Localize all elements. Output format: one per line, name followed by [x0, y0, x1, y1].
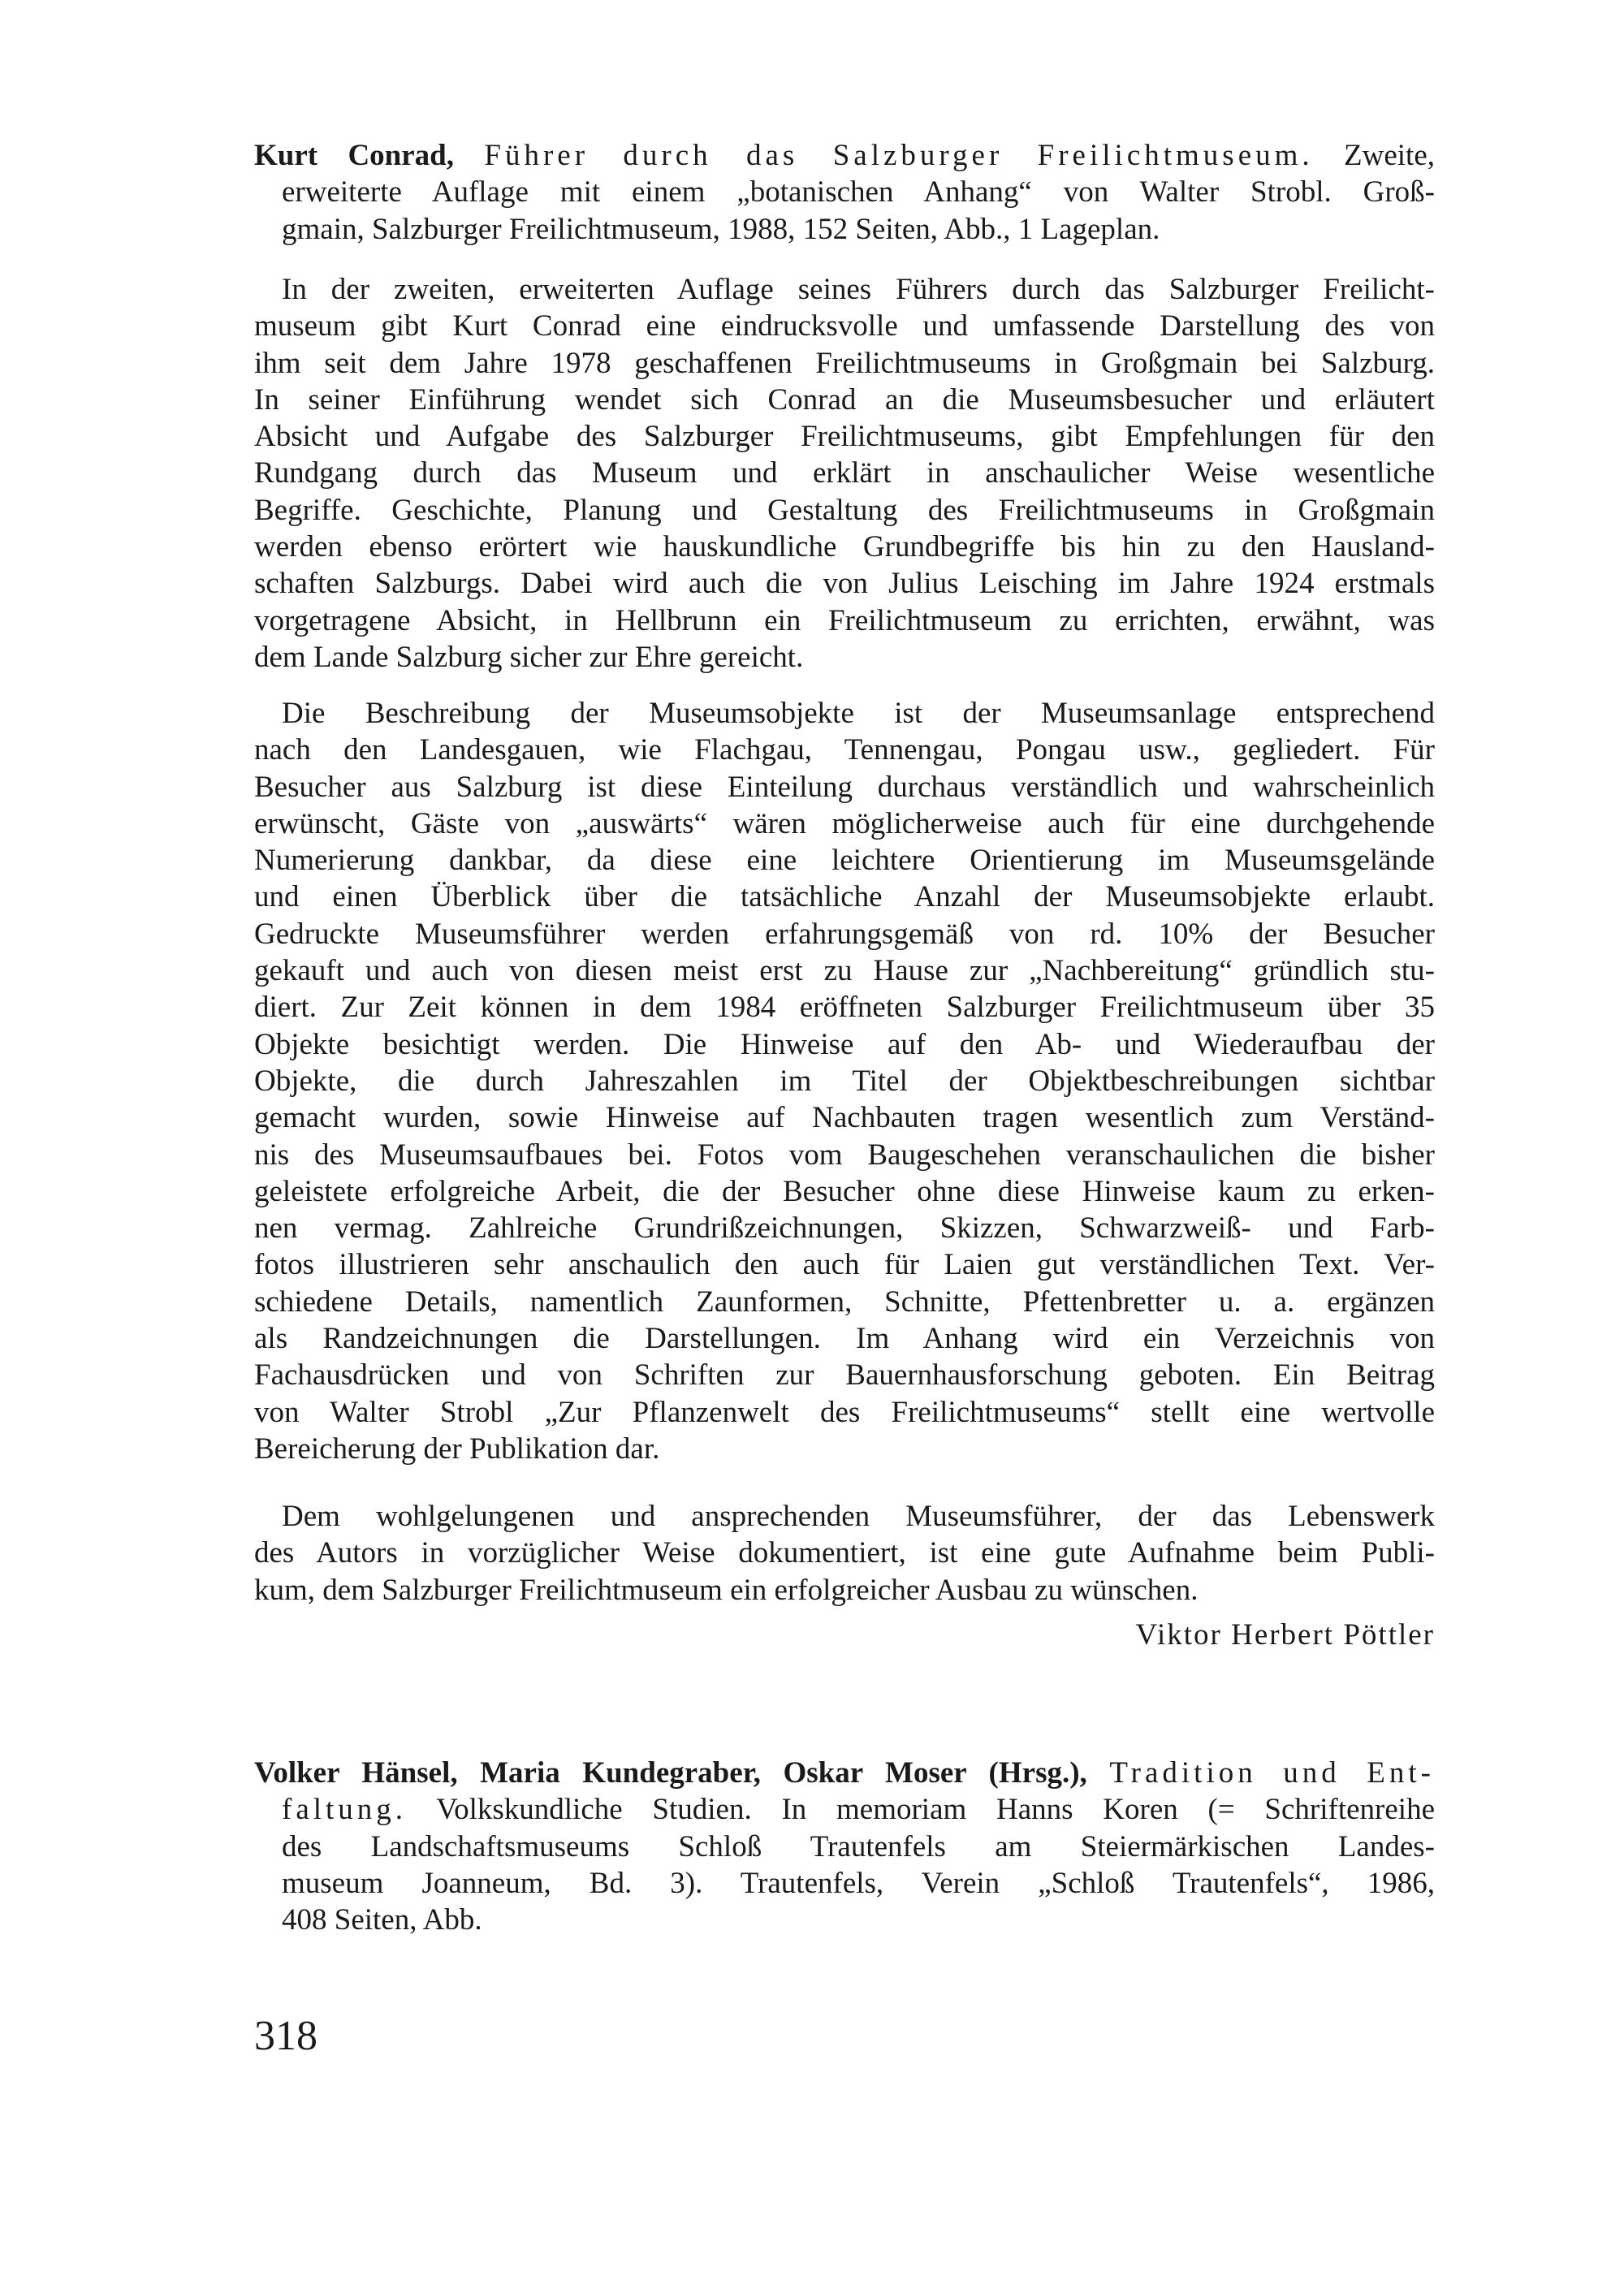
paragraph-line: Gedruckte Museumsführer werden erfahrungsgemäß von rd. 10% der Besucher [254, 917, 1435, 951]
paragraph-line: Bereicherung der Publikation dar. [254, 1432, 660, 1466]
paragraph-line: Die Beschreibung der Museumsobjekte ist der Museumsanlage entsprechend [282, 697, 1435, 730]
paragraph-line: In der zweiten, erweiterten Auflage seines Führers durch das Salzburger Freilicht- [282, 273, 1435, 306]
paragraph-line: von Walter Strobl „Zur Pflanzenwelt des Freilichtmuseums“ stellt eine wertvolle [254, 1395, 1435, 1429]
reviewer-name: Viktor Herbert Pöttler [1135, 1618, 1435, 1652]
citation-kurt-conrad [254, 137, 1435, 248]
paragraph-line: ihm seit dem Jahre 1978 geschaffenen Freilichtmuseums in Großgmain bei Salzburg. [254, 346, 1435, 380]
citation-text: Zweite, [1344, 139, 1436, 172]
citation-text: Volkskundliche Studien. In memoriam Hanns Koren (= Schriftenreihe [436, 1793, 1435, 1827]
citation-line [254, 137, 1435, 174]
citation-line: 408 Seiten, Abb. [282, 1903, 482, 1937]
paragraph-line: nach den Landesgauen, wie Flachgau, Tennengau, Pongau usw., gegliedert. Für [254, 733, 1435, 767]
citation-line [254, 1755, 1435, 1791]
citation-author: Kurt Conrad, [254, 139, 455, 172]
paragraph-line: nen vermag. Zahlreiche Grundrißzeichnungen, Skizzen, Schwarzweiß- und Farb- [254, 1211, 1435, 1246]
citation-title: Führer durch das Salzburger Freilichtmuseum. [484, 139, 1314, 172]
citation-line: erweiterte Auflage mit einem „botanischen Anhang“ von Walter Strobl. Groß- [282, 175, 1435, 209]
citation-title: Tradition und Ent- [1109, 1756, 1436, 1790]
paragraph-line: kum, dem Salzburger Freilichtmuseum ein erfolgreicher Ausbau zu wünschen. [254, 1573, 1199, 1607]
paragraph-line: nis des Museumsaufbaues bei. Fotos vom Baugeschehen veranschaulichen die bisher [254, 1138, 1435, 1172]
paragraph-line: diert. Zur Zeit können in dem 1984 eröffneten Salzburger Freilichtmuseum über 35 [254, 991, 1435, 1025]
review-paragraph-3 [254, 1498, 1435, 1609]
paragraph-line: und einen Überblick über die tatsächliche Anzahl der Museumsobjekte erlaubt. [254, 880, 1435, 914]
paragraph-line: vorgetragene Absicht, in Hellbrunn ein Freilichtmuseum zu errichten, erwähnt, was [254, 603, 1435, 637]
review-paragraph-1 [254, 271, 1435, 676]
paragraph-line: Objekte, die durch Jahreszahlen im Titel der Objektbeschreibungen sichtbar [254, 1064, 1435, 1098]
paragraph-line: Numerierung dankbar, da diese eine leichtere Orientierung im Museumsgelände [254, 844, 1435, 878]
citation-haensel-kundegraber-moser [254, 1755, 1435, 1938]
paragraph-line: geleistete erfolgreiche Arbeit, die der Besucher ohne diese Hinweise kaum zu erken- [254, 1174, 1435, 1208]
paragraph-line: Absicht und Aufgabe des Salzburger Freilichtmuseums, gibt Empfehlungen für den [254, 420, 1435, 454]
reviewer-signature [254, 1617, 1435, 1653]
paragraph-line: Dem wohlgelungenen und ansprechenden Museumsführer, der das Lebenswerk [282, 1500, 1435, 1533]
paragraph-line: Begriffe. Geschichte, Planung und Gestaltung des Freilichtmuseums in Großgmain [254, 493, 1435, 527]
paragraph-line: Besucher aus Salzburg ist diese Einteilung durchaus verständlich und wahrscheinlich [254, 770, 1435, 804]
paragraph-line: gemacht wurden, sowie Hinweise auf Nachbauten tragen wesentlich zum Verständ- [254, 1101, 1435, 1135]
paragraph-line: gekauft und auch von diesen meist erst zu Hause zur „Nachbereitung“ gründlich stu- [254, 954, 1435, 988]
paragraph-line: Fachausdrücken und von Schriften zur Bauernhausforschung geboten. Ein Beitrag [254, 1358, 1435, 1393]
paragraph-line: Objekte besichtigt werden. Die Hinweise auf den Ab- und Wiederaufbau der [254, 1027, 1435, 1061]
paragraph-line: des Autors in vorzüglicher Weise dokumentiert, ist eine gute Aufnahme beim Publi- [254, 1536, 1435, 1570]
paragraph-line: In seiner Einführung wendet sich Conrad an die Museumsbesucher und erläutert [254, 382, 1435, 417]
citation-line [254, 1791, 1435, 1828]
paragraph-line: schiedene Details, namentlich Zaunformen, Schnitte, Pfettenbretter u. a. ergänzen [254, 1285, 1435, 1319]
page-number: 318 [254, 2013, 317, 2059]
paragraph-line: als Randzeichnungen die Darstellungen. Im Anhang wird ein Verzeichnis von [254, 1322, 1435, 1356]
paragraph-line: museum gibt Kurt Conrad eine eindrucksvolle und umfassende Darstellung des von [254, 309, 1435, 343]
citation-line: des Landschaftsmuseums Schloß Trautenfels am Steiermärkischen Landes- [282, 1829, 1435, 1863]
citation-line: museum Joanneum, Bd. 3). Trautenfels, Verein „Schloß Trautenfels“, 1986, [282, 1866, 1435, 1900]
citation-title-continued: faltung. [282, 1793, 408, 1827]
paragraph-line: dem Lande Salzburg sicher zur Ehre gereicht. [254, 640, 804, 674]
citation-author: Volker Hänsel, Maria Kundegraber, Oskar Moser (Hrsg.), [254, 1756, 1087, 1790]
paragraph-line: fotos illustrieren sehr anschaulich den auch für Laien gut verständlichen Text. Ver- [254, 1248, 1435, 1282]
paragraph-line: schaften Salzburgs. Dabei wird auch die von Julius Leisching im Jahre 1924 erstmals [254, 567, 1435, 601]
paragraph-line: erwünscht, Gäste von „auswärts“ wären möglicherweise auch für eine durchgehende [254, 806, 1435, 840]
review-paragraph-2 [254, 695, 1435, 1467]
paragraph-line: Rundgang durch das Museum und erklärt in anschaulicher Weise wesentliche [254, 456, 1435, 490]
paragraph-line: werden ebenso erörtert wie hauskundliche Grundbegriffe bis hin zu den Hausland- [254, 530, 1435, 564]
citation-line: gmain, Salzburger Freilichtmuseum, 1988, 152 Seiten, Abb., 1 Lageplan. [282, 212, 1160, 246]
